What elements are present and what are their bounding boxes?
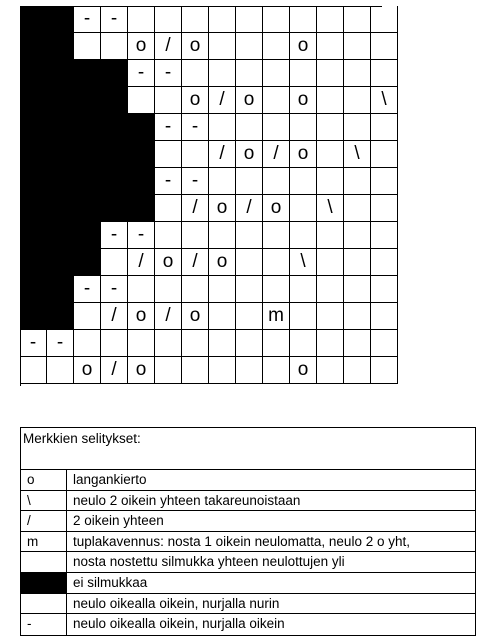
chart-cell-no-stitch: [101, 114, 128, 141]
chart-cell: [344, 330, 371, 357]
chart-cell: [236, 330, 263, 357]
chart-cell: [20, 357, 47, 384]
chart-cell: [371, 141, 398, 168]
chart-cell-no-stitch: [47, 222, 74, 249]
chart-cell-no-stitch: [128, 114, 155, 141]
legend-row: [21, 491, 475, 512]
chart-cell: [209, 303, 236, 330]
legend-row: [21, 552, 475, 573]
chart-cell-no-stitch: [47, 87, 74, 114]
chart-cell-no-stitch: [47, 60, 74, 87]
knitting-chart: [20, 6, 387, 386]
chart-cell-no-stitch: [74, 114, 101, 141]
chart-cell: [263, 6, 290, 33]
chart-cell: [317, 222, 344, 249]
chart-cell: o: [290, 357, 317, 384]
chart-cell: [344, 60, 371, 87]
chart-cell: [101, 249, 128, 276]
chart-cell: /: [236, 195, 263, 222]
chart-cell: [155, 141, 182, 168]
chart-cell: -: [74, 276, 101, 303]
chart-cell: [209, 357, 236, 384]
chart-cell: [371, 114, 398, 141]
chart-cell: [290, 195, 317, 222]
chart-cell: -: [74, 6, 101, 33]
chart-cell: o: [155, 249, 182, 276]
chart-cell: o: [182, 303, 209, 330]
chart-cell: /: [263, 141, 290, 168]
chart-cell: [290, 303, 317, 330]
chart-cell: [317, 141, 344, 168]
chart-cell: /: [182, 195, 209, 222]
chart-cell: [290, 168, 317, 195]
chart-cell: [236, 6, 263, 33]
chart-cell: [371, 168, 398, 195]
legend-row: [21, 470, 475, 491]
chart-cell: o: [290, 87, 317, 114]
chart-cell: [344, 357, 371, 384]
chart-cell: [74, 33, 101, 60]
chart-cell: \: [317, 195, 344, 222]
chart-cell: /: [155, 33, 182, 60]
chart-cell-no-stitch: [20, 303, 47, 330]
chart-cell-no-stitch: [20, 195, 47, 222]
chart-cell: [371, 303, 398, 330]
chart-cell-no-stitch: [20, 87, 47, 114]
chart-cell: [47, 357, 74, 384]
chart-cell: [371, 330, 398, 357]
legend-symbol: /: [21, 511, 67, 531]
chart-cell: [182, 357, 209, 384]
chart-cell: [236, 276, 263, 303]
legend-row: [21, 511, 475, 532]
legend-description: nosta nostettu silmukka yhteen neulottujen yli: [73, 554, 345, 570]
chart-cell-no-stitch: [101, 168, 128, 195]
chart-cell-no-stitch: [74, 195, 101, 222]
legend-description: ei silmukkaa: [73, 574, 148, 590]
chart-cell: -: [182, 114, 209, 141]
chart-cell: [317, 60, 344, 87]
chart-cell: [344, 6, 371, 33]
chart-cell: [263, 249, 290, 276]
chart-cell: [344, 114, 371, 141]
chart-cell-no-stitch: [47, 195, 74, 222]
legend-symbol: [21, 552, 67, 572]
chart-cell: [236, 168, 263, 195]
chart-cell: [371, 60, 398, 87]
chart-cell: [128, 330, 155, 357]
chart-cell: [263, 276, 290, 303]
legend-rows: [21, 470, 475, 635]
chart-cell-no-stitch: [74, 60, 101, 87]
chart-cell-no-stitch: [20, 222, 47, 249]
chart-cell: o: [263, 195, 290, 222]
chart-cell: o: [128, 303, 155, 330]
chart-cell: [263, 33, 290, 60]
chart-cell: [290, 60, 317, 87]
chart-cell: [236, 222, 263, 249]
chart-cell-no-stitch: [128, 195, 155, 222]
legend-symbol: m: [21, 532, 67, 552]
chart-cell: [101, 330, 128, 357]
legend-title: Merkkien selitykset:: [21, 428, 475, 470]
legend-description: neulo oikealla oikein, nurjalla nurin: [73, 595, 280, 611]
chart-cell: [317, 357, 344, 384]
chart-cell: [371, 276, 398, 303]
chart-cell: m: [263, 303, 290, 330]
chart-cell-no-stitch: [20, 114, 47, 141]
chart-cell: [128, 87, 155, 114]
chart-cell: o: [182, 33, 209, 60]
chart-cell: -: [128, 222, 155, 249]
chart-cell: [371, 33, 398, 60]
chart-cell: [182, 141, 209, 168]
legend-symbol: [21, 594, 67, 614]
chart-cell: [317, 33, 344, 60]
chart-cell: [182, 6, 209, 33]
chart-cell: [236, 249, 263, 276]
chart-cell: [290, 222, 317, 249]
chart-cell: \: [290, 249, 317, 276]
chart-cell-no-stitch: [20, 60, 47, 87]
chart-cell: o: [209, 195, 236, 222]
chart-cell: [290, 330, 317, 357]
chart-cell-no-stitch: [47, 276, 74, 303]
chart-cell: [128, 276, 155, 303]
chart-cell: [209, 330, 236, 357]
chart-cell: /: [182, 249, 209, 276]
chart-cell-no-stitch: [47, 6, 74, 33]
chart-cell: -: [101, 6, 128, 33]
chart-cell: [263, 114, 290, 141]
legend-row: [21, 614, 475, 635]
chart-cell: o: [236, 141, 263, 168]
chart-cell: [263, 168, 290, 195]
chart-cell: [317, 168, 344, 195]
chart-cell: [371, 222, 398, 249]
chart-cell-no-stitch: [101, 195, 128, 222]
chart-cell: o: [236, 87, 263, 114]
chart-cell: [344, 33, 371, 60]
chart-cell: /: [101, 357, 128, 384]
legend-symbol: \: [21, 491, 67, 511]
chart-cell: o: [290, 33, 317, 60]
chart-cell: [317, 330, 344, 357]
chart-cell: [344, 222, 371, 249]
chart-cell: -: [155, 114, 182, 141]
chart-cell-no-stitch: [74, 87, 101, 114]
chart-cell: [101, 33, 128, 60]
chart-cell: -: [182, 168, 209, 195]
chart-cell: -: [20, 330, 47, 357]
chart-cell: [155, 330, 182, 357]
chart-cell: /: [155, 303, 182, 330]
chart-cell: [209, 114, 236, 141]
chart-cell: /: [128, 249, 155, 276]
chart-cell: [344, 276, 371, 303]
legend-symbol: o: [21, 470, 67, 490]
chart-cell: \: [371, 87, 398, 114]
chart-cell: [209, 168, 236, 195]
chart-cell: [155, 357, 182, 384]
chart-cell-no-stitch: [47, 141, 74, 168]
legend-symbol: -: [21, 614, 67, 635]
chart-cell: -: [101, 222, 128, 249]
chart-cell: [344, 303, 371, 330]
chart-cell: [290, 114, 317, 141]
chart-cell: [236, 114, 263, 141]
chart-cell-no-stitch: [74, 141, 101, 168]
chart-cell: [209, 276, 236, 303]
legend-row: [21, 573, 475, 594]
chart-cell: [263, 330, 290, 357]
chart-cell: [317, 249, 344, 276]
chart-cell: -: [155, 60, 182, 87]
chart-cell: -: [155, 168, 182, 195]
chart-cell: [263, 222, 290, 249]
chart-cell: [209, 6, 236, 33]
chart-cell: [182, 276, 209, 303]
chart-cell: [236, 357, 263, 384]
chart-cell: [290, 276, 317, 303]
legend-description: neulo oikealla oikein, nurjalla oikein: [73, 616, 285, 632]
legend-row: [21, 532, 475, 553]
chart-cell: [74, 330, 101, 357]
chart-cell: [344, 195, 371, 222]
chart-cell: o: [209, 249, 236, 276]
chart-cell: [74, 303, 101, 330]
legend-description: langankierto: [73, 472, 147, 487]
chart-cell: [263, 357, 290, 384]
chart-cell: -: [128, 60, 155, 87]
chart-cell-no-stitch: [101, 141, 128, 168]
chart-cell: [371, 195, 398, 222]
chart-cell-no-stitch: [20, 249, 47, 276]
chart-cell: [263, 87, 290, 114]
chart-cell-no-stitch: [47, 114, 74, 141]
chart-cell: -: [101, 276, 128, 303]
chart-cell-no-stitch: [20, 141, 47, 168]
chart-cell-no-stitch: [47, 303, 74, 330]
chart-cell: [317, 114, 344, 141]
chart-cell: [344, 87, 371, 114]
chart-cell: [155, 87, 182, 114]
chart-cell: [263, 60, 290, 87]
chart-cell-no-stitch: [47, 33, 74, 60]
chart-cell: [236, 303, 263, 330]
chart-cell-no-stitch: [20, 168, 47, 195]
chart-cell: [182, 60, 209, 87]
chart-cell: [209, 222, 236, 249]
chart-cell-no-stitch: [47, 249, 74, 276]
legend-description: 2 oikein yhteen: [73, 513, 164, 529]
chart-cell-no-stitch: [74, 168, 101, 195]
chart-cell: [155, 195, 182, 222]
chart-cell: -: [47, 330, 74, 357]
chart-cell: [155, 276, 182, 303]
chart-cell: [317, 87, 344, 114]
chart-cell: [290, 6, 317, 33]
chart-cell: o: [128, 33, 155, 60]
legend-description: neulo 2 oikein yhteen takareunoistaan: [73, 492, 301, 508]
chart-cell-no-stitch: [20, 276, 47, 303]
legend-row: [21, 594, 475, 615]
chart-cell-no-stitch: [128, 168, 155, 195]
chart-cell: o: [290, 141, 317, 168]
chart-cell: /: [209, 141, 236, 168]
chart-cell: [236, 60, 263, 87]
chart-cell-no-stitch: [128, 141, 155, 168]
chart-cell: [344, 168, 371, 195]
chart-cell: [317, 6, 344, 33]
chart-cell: o: [182, 87, 209, 114]
chart-cell: [209, 60, 236, 87]
chart-cell: [371, 6, 398, 33]
chart-cell: [344, 249, 371, 276]
chart-cell: [236, 33, 263, 60]
chart-cell-no-stitch: [101, 60, 128, 87]
chart-cell: \: [344, 141, 371, 168]
chart-cell-no-stitch: [20, 33, 47, 60]
chart-cell: [371, 357, 398, 384]
chart-cell: [182, 222, 209, 249]
chart-cell: [128, 6, 155, 33]
chart-cell: /: [209, 87, 236, 114]
legend-table: [20, 427, 476, 636]
chart-cell: o: [128, 357, 155, 384]
chart-cell-no-stitch: [20, 6, 47, 33]
chart-cell: [182, 330, 209, 357]
chart-cell: /: [101, 303, 128, 330]
chart-cell: o: [74, 357, 101, 384]
chart-cell: [317, 276, 344, 303]
legend-symbol: [21, 573, 67, 593]
chart-cell-no-stitch: [74, 249, 101, 276]
chart-cell: [155, 222, 182, 249]
chart-cell: [209, 33, 236, 60]
chart-cell: [317, 303, 344, 330]
chart-cell-no-stitch: [74, 222, 101, 249]
chart-cell: [155, 6, 182, 33]
chart-cell-no-stitch: [101, 87, 128, 114]
legend-description: tuplakavennus: nosta 1 oikein neulomatta, neulo 2 o yht,: [73, 533, 410, 549]
chart-cell-no-stitch: [47, 168, 74, 195]
chart-cell: [371, 249, 398, 276]
